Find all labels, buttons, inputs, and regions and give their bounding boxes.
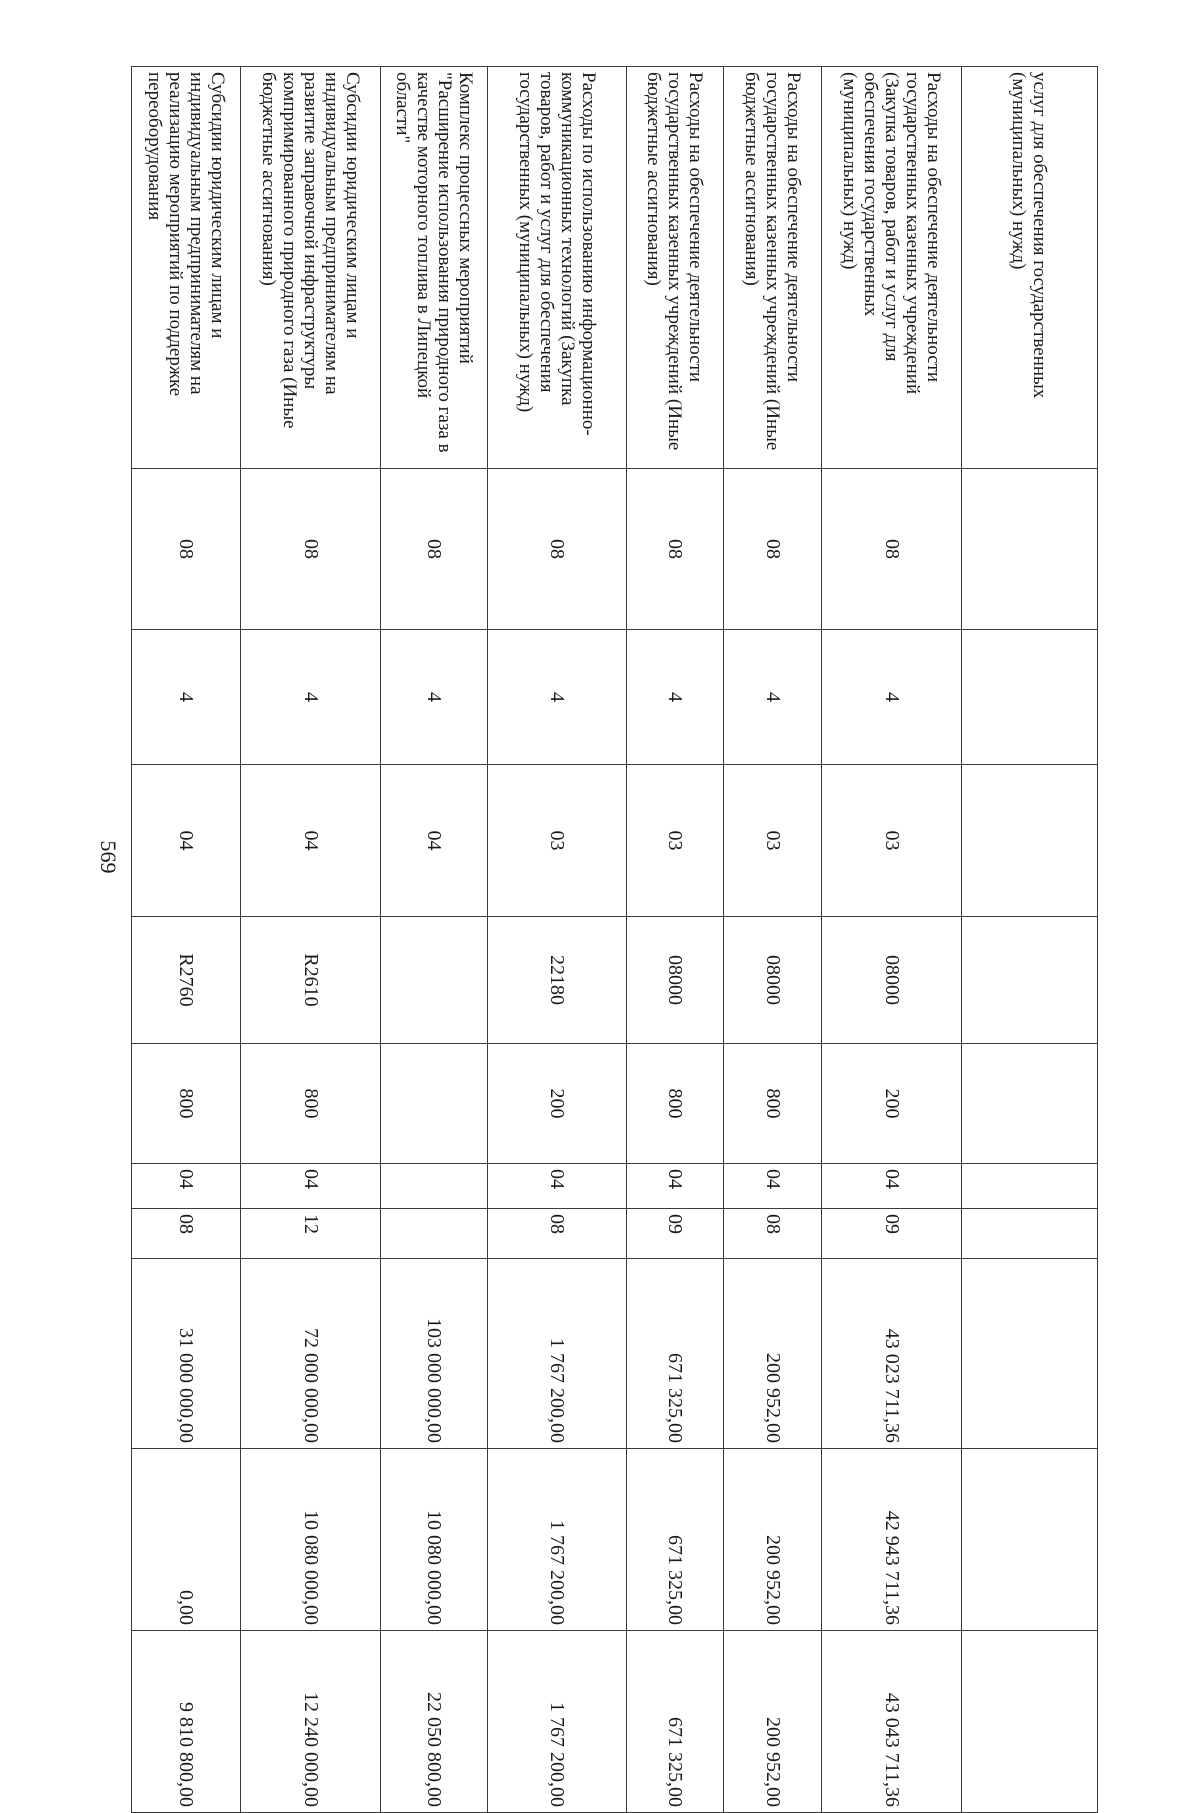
subprogram-code: [962, 630, 1098, 765]
row-description: Субсидии юридическим лицам и индивидуальным предпринимателям на развитие заправочной инфраструктуры компримированного природного газа (Иные бюджетные ассигнования): [241, 67, 381, 469]
subsection-code: [381, 1209, 488, 1259]
subsection-code: [962, 1209, 1098, 1259]
amount-year-3: 43 043 711,36: [822, 1631, 962, 1813]
grbs-code: 08: [724, 469, 822, 630]
grbs-code: 08: [241, 469, 381, 630]
row-description: Расходы по использованию информационно-коммуникационных технологий (Закупка товаров, работ и услуг для обеспечения государственных (муниципальных) нужд): [488, 67, 627, 469]
grbs-code: 08: [822, 469, 962, 630]
program-direction-code: [962, 765, 1098, 917]
expense-direction-code: R2760: [132, 917, 241, 1044]
row-description: Комплекс процессных мероприятий "Расширение использования природного газа в качестве моторного топлива в Липецкой области": [381, 67, 488, 469]
row-description: Расходы на обеспечение деятельности государственных казенных учреждений (Иные бюджетные ассигнования): [627, 67, 724, 469]
section-code: 04: [627, 1164, 724, 1209]
amount-year-2: 10 080 000,00: [381, 1449, 488, 1631]
row-description: Субсидии юридическим лицам и индивидуальным предпринимателям на реализацию мероприятий по поддержке переоборудования: [132, 67, 241, 469]
amount-year-2: 671 325,00: [627, 1449, 724, 1631]
table-row: [241, 67, 381, 1813]
expense-direction-code: 08000: [822, 917, 962, 1044]
subprogram-code: 4: [822, 630, 962, 765]
row-description: услуг для обеспечения государственных (муниципальных) нужд): [962, 67, 1098, 469]
subsection-code: 08: [132, 1209, 241, 1259]
section-code: 04: [724, 1164, 822, 1209]
amount-year-3: 671 325,00: [627, 1631, 724, 1813]
amount-year-2: [962, 1449, 1098, 1631]
section-code: 04: [241, 1164, 381, 1209]
expense-type-code: 800: [627, 1044, 724, 1164]
expense-direction-code: 08000: [627, 917, 724, 1044]
section-code: [962, 1164, 1098, 1209]
table-row: [488, 67, 627, 1813]
amount-year-3: [962, 1631, 1098, 1813]
page-number: 569: [96, 840, 121, 874]
grbs-code: 08: [132, 469, 241, 630]
amount-year-2: 0,00: [132, 1449, 241, 1631]
budget-table: [131, 66, 1098, 1813]
subprogram-code: 4: [132, 630, 241, 765]
row-description: Расходы на обеспечение деятельности государственных казенных учреждений (Закупка товаров, работ и услуг для обеспечения государственных (муниципальных) нужд): [822, 67, 962, 469]
grbs-code: 08: [488, 469, 627, 630]
expense-direction-code: [381, 917, 488, 1044]
subprogram-code: 4: [627, 630, 724, 765]
grbs-code: [962, 469, 1098, 630]
subprogram-code: 4: [381, 630, 488, 765]
subprogram-code: 4: [724, 630, 822, 765]
program-direction-code: 03: [627, 765, 724, 917]
expense-direction-code: 08000: [724, 917, 822, 1044]
amount-year-2: 10 080 000,00: [241, 1449, 381, 1631]
expense-type-code: 800: [241, 1044, 381, 1164]
subsection-code: 09: [822, 1209, 962, 1259]
amount-year-1: 31 000 000,00: [132, 1259, 241, 1449]
amount-year-3: 12 240 000,00: [241, 1631, 381, 1813]
amount-year-3: 22 050 800,00: [381, 1631, 488, 1813]
table-row: [132, 67, 241, 1813]
amount-year-3: 9 810 800,00: [132, 1631, 241, 1813]
expense-type-code: [381, 1044, 488, 1164]
table-row: [724, 67, 822, 1813]
table-row: [962, 67, 1098, 1813]
amount-year-1: 1 767 200,00: [488, 1259, 627, 1449]
subprogram-code: 4: [241, 630, 381, 765]
grbs-code: 08: [381, 469, 488, 630]
amount-year-1: 72 000 000,00: [241, 1259, 381, 1449]
amount-year-2: 200 952,00: [724, 1449, 822, 1631]
amount-year-3: 1 767 200,00: [488, 1631, 627, 1813]
subsection-code: 08: [488, 1209, 627, 1259]
program-direction-code: 04: [241, 765, 381, 917]
subsection-code: 09: [627, 1209, 724, 1259]
expense-type-code: 200: [822, 1044, 962, 1164]
expense-type-code: 800: [132, 1044, 241, 1164]
program-direction-code: 03: [488, 765, 627, 917]
amount-year-1: 200 952,00: [724, 1259, 822, 1449]
rotated-table-container: [132, 66, 1098, 1807]
subprogram-code: 4: [488, 630, 627, 765]
section-code: 04: [132, 1164, 241, 1209]
grbs-code: 08: [627, 469, 724, 630]
table-body: [132, 67, 1098, 1813]
expense-type-code: 200: [488, 1044, 627, 1164]
table-row: [822, 67, 962, 1813]
expense-type-code: [962, 1044, 1098, 1164]
row-description: Расходы на обеспечение деятельности государственных казенных учреждений (Иные бюджетные ассигнования): [724, 67, 822, 469]
program-direction-code: 04: [381, 765, 488, 917]
amount-year-1: 43 023 711,36: [822, 1259, 962, 1449]
program-direction-code: 03: [724, 765, 822, 917]
amount-year-1: 671 325,00: [627, 1259, 724, 1449]
expense-direction-code: R2610: [241, 917, 381, 1044]
expense-direction-code: [962, 917, 1098, 1044]
amount-year-2: 1 767 200,00: [488, 1449, 627, 1631]
expense-direction-code: 22180: [488, 917, 627, 1044]
amount-year-2: 42 943 711,36: [822, 1449, 962, 1631]
amount-year-1: 103 000 000,00: [381, 1259, 488, 1449]
program-direction-code: 04: [132, 765, 241, 917]
section-code: [381, 1164, 488, 1209]
section-code: 04: [822, 1164, 962, 1209]
table-row: [627, 67, 724, 1813]
program-direction-code: 03: [822, 765, 962, 917]
subsection-code: 12: [241, 1209, 381, 1259]
table-row: [381, 67, 488, 1813]
expense-type-code: 800: [724, 1044, 822, 1164]
section-code: 04: [488, 1164, 627, 1209]
subsection-code: 08: [724, 1209, 822, 1259]
amount-year-1: [962, 1259, 1098, 1449]
amount-year-3: 200 952,00: [724, 1631, 822, 1813]
